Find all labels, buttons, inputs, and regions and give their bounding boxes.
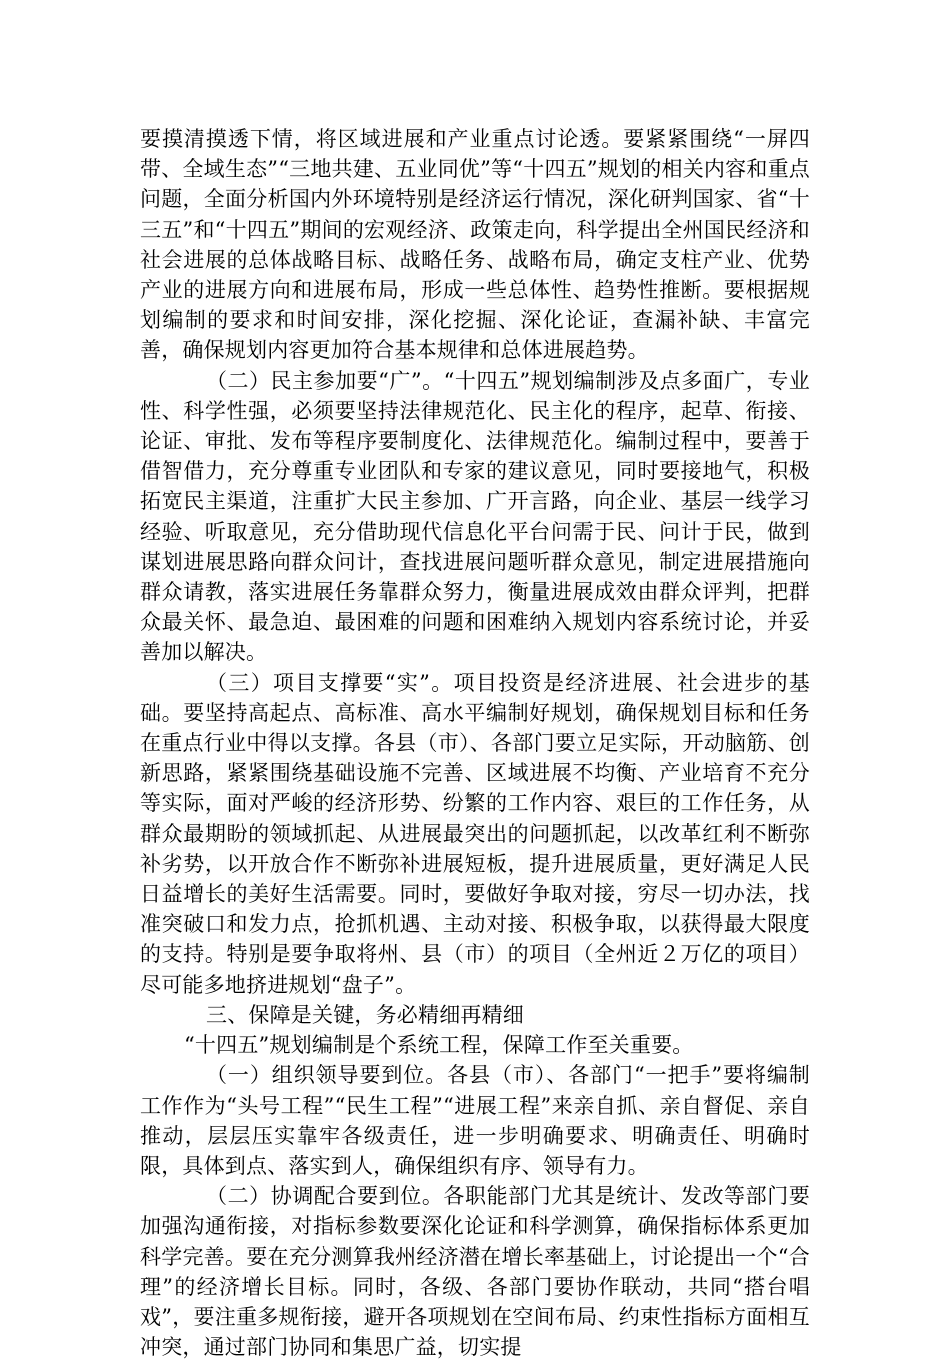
paragraph-democratic-participation: （二）民主参加要“广”。“十四五”规划编制涉及点多面广，专业性、科学性强，必须要坚持法律规范化、民主化的程序，起草、衔接、论证、审批、发布等程序要制度化、法律规范化。编制过程中，要善于借智借力，充分尊重专业团队和专家的建议意见，同时要接地气，积极拓宽民主渠道，注重扩大民主参加、广开言路，向企业、基层一线学习经验、听取意见，充分借助现代信息化平台问需于民、问计于民，做到谋划进展思路向群众问计，查找进展问题听群众意见，制定进展措施向群众请教，落实进展任务靠群众努力，衡量进展成效由群众评判，把群众最关怀、最急迫、最困难的问题和困难纳入规划内容系统讨论，并妥善加以解决。 [140,368,810,665]
section-heading-guarantee: 三、保障是关键，务必精细再精细 [206,1002,524,1027]
paragraph-coordination: （二）协调配合要到位。各职能部门尤其是统计、发改等部门要加强沟通衔接，对指标参数要深化论证和科学测算，确保指标体系更加科学完善。要在充分测算我州经济潜在增长率基础上，讨论提出一个“合理”的经济增长目标。同时，各级、各部门要协作联动，共同“搭台唱戏”，要注重多规衔接，避开各项规划在空间布局、约束性指标方面相互冲突，通过部门协同和集思广益，切实提 [140,1184,810,1360]
paragraph-organization-leadership: （一）组织领导要到位。各县（市）、各部门“一把手”要将编制工作作为“头号工程”“民生工程”“进展工程”来亲自抓、亲自督促、亲自推动，层层压实靠牢各级责任，进一步明确要求、明确责任、明确时限，具体到点、落实到人，确保组织有序、领导有力。 [140,1063,810,1178]
paragraph-continuation: 要摸清摸透下情，将区域进展和产业重点讨论透。要紧紧围绕“一屏四带、全域生态”“三地共建、五业同优”等“十四五”规划的相关内容和重点问题，全面分析国内外环境特别是经济运行情况，深化研判国家、省“十三五”和“十四五”期间的宏观经济、政策走向，科学提出全州国民经济和社会进展的总体战略目标、战略任务、战略布局，确定支柱产业、优势产业的进展方向和进展布局，形成一些总体性、趋势性推断。要根据规划编制的要求和时间安排，深化挖掘、深化论证，查漏补缺、丰富完善，确保规划内容更加符合基本规律和总体进展趋势。 [140,127,810,363]
paragraph-project-support: （三）项目支撑要“实”。项目投资是经济进展、社会进步的基础。要坚持高起点、高标准、高水平编制好规划，确保规划目标和任务在重点行业中得以支撑。各县（市）、各部门要立足实际，开动脑筋、创新思路，紧紧围绕基础设施不完善、区域进展不均衡、产业培育不充分等实际，面对严峻的经济形势、纷繁的工作内容、艰巨的工作任务，从群众最期盼的领域抓起、从进展最突出的问题抓起，以改革红利不断弥补劣势，以开放合作不断弥补进展短板，提升进展质量，更好满足人民日益增长的美好生活需要。同时，要做好争取对接，穷尽一切办法，找准突破口和发力点，抢抓机遇、主动对接、积极争取，以获得最大限度的支持。特别是要争取将州、县（市）的项目（全州近２万亿的项目）尽可能多地挤进规划“盘子”。 [140,670,810,997]
document-body [140,124,810,1362]
paragraph-system-engineering: “十四五”规划编制是个系统工程，保障工作至关重要。 [184,1033,694,1058]
